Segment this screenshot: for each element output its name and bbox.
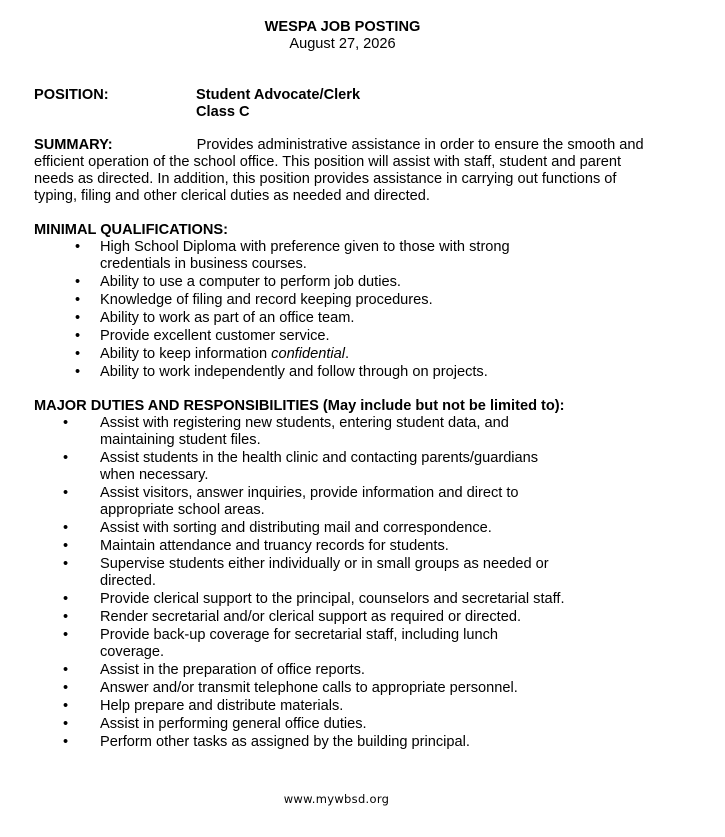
list-item [34,591,684,608]
bullet-icon: • [63,662,69,678]
bullet-icon: • [75,310,81,326]
bullet-icon: • [63,627,69,643]
bullet-icon: • [75,346,81,362]
posting-header [0,19,685,53]
duty-text-line: Help prepare and distribute materials. [100,698,344,714]
list-item [34,239,684,273]
bullet-icon: • [75,364,81,380]
qualification-text: Ability to work as part of an office team. [100,310,355,326]
bullet-icon: • [75,239,81,255]
qualification-text-line-2: credentials in business courses. [100,256,307,272]
list-item [34,364,684,381]
duty-text-line: Provide clerical support to the principal, counselors and secretarial staff. [100,591,565,607]
bullet-icon: • [63,415,69,431]
position-label: POSITION: [34,87,109,103]
list-item [34,346,684,363]
duty-text-line: Perform other tasks as assigned by the building principal. [100,734,470,750]
duty-text-line: Assist with registering new students, entering student data, and [100,415,509,431]
list-item [34,680,684,697]
duty-text-line: Assist in the preparation of office reports. [100,662,365,678]
bullet-icon: • [63,716,69,732]
list-item [34,556,684,590]
position-title: Student Advocate/Clerk [196,87,361,103]
duty-text-line: coverage. [100,644,165,660]
duty-text-line: Assist visitors, answer inquiries, provide information and direct to [100,485,519,501]
bullet-icon: • [75,328,81,344]
list-item [34,485,684,519]
list-item [34,662,684,679]
position-values [196,87,360,121]
duties-section [34,398,684,752]
qualifications-list [34,239,684,381]
summary-line-1: Provides administrative assistance in order to ensure the smooth and [196,137,644,153]
bullet-icon: • [63,485,69,501]
duty-text-line: Provide back-up coverage for secretarial staff, including lunch [100,627,499,643]
list-item [34,520,684,537]
list-item [34,698,684,715]
list-item [34,538,684,555]
qualifications-section [34,222,684,382]
qualifications-title: MINIMAL QUALIFICATIONS: [34,222,229,238]
list-item [34,328,684,345]
summary-label: SUMMARY: [34,137,113,153]
qualification-text-line-1: High School Diploma with preference given to those with strong [100,239,510,255]
duty-text-line: Maintain attendance and truancy records for students. [100,538,449,554]
posting-date: August 27, 2026 [289,36,396,52]
qualification-text: Ability to work independently and follow through on projects. [100,364,488,380]
list-item [34,627,684,661]
duty-text-line: maintaining student files. [100,432,261,448]
bullet-icon: • [63,538,69,554]
qualification-text: Knowledge of filing and record keeping procedures. [100,292,433,308]
summary-line-3: needs as directed. In addition, this position provides assistance in carrying out functions of [34,171,617,187]
qualification-text: Ability to use a computer to perform job duties. [100,274,401,290]
duty-text-line: when necessary. [100,467,209,483]
posting-title: WESPA JOB POSTING [264,19,421,35]
confidential-emphasis: confidential [271,346,345,362]
bullet-icon: • [63,734,69,750]
list-item [34,450,684,484]
duty-text-line: Supervise students either individually or in small groups as needed or [100,556,549,572]
bullet-icon: • [63,556,69,572]
footer-url: www.mywbsd.org [283,792,390,806]
summary-section [34,137,659,205]
position-class: Class C [196,104,250,120]
duty-text-line: Render secretarial and/or clerical support as required or directed. [100,609,521,625]
list-item [34,609,684,626]
duties-title: MAJOR DUTIES AND RESPONSIBILITIES (May include but not be limited to): [34,398,565,414]
duty-text-line: Assist in performing general office duties. [100,716,367,732]
duty-text-line: Assist with sorting and distributing mail and correspondence. [100,520,492,536]
qualification-text-suffix: . [345,346,350,362]
bullet-icon: • [63,609,69,625]
duty-text-line: Answer and/or transmit telephone calls to appropriate personnel. [100,680,518,696]
bullet-icon: • [63,520,69,536]
bullet-icon: • [63,450,69,466]
bullet-icon: • [63,680,69,696]
summary-line-2: efficient operation of the school office. This position will assist with staff, student and parent [34,154,622,170]
list-item [34,310,684,327]
duty-text-line: appropriate school areas. [100,502,265,518]
list-item [34,292,684,309]
duty-text-line: directed. [100,573,156,589]
list-item [34,716,684,733]
bullet-icon: • [63,591,69,607]
list-item [34,274,684,291]
bullet-icon: • [75,274,81,290]
duties-list [34,415,684,751]
qualification-text: Provide excellent customer service. [100,328,330,344]
duty-text-line: Assist students in the health clinic and contacting parents/guardians [100,450,539,466]
bullet-icon: • [75,292,81,308]
qualification-text: Ability to keep information [100,346,272,362]
summary-line-4: typing, filing and other clerical duties as needed and directed. [34,188,430,204]
list-item [34,734,684,751]
bullet-icon: • [63,698,69,714]
list-item [34,415,684,449]
